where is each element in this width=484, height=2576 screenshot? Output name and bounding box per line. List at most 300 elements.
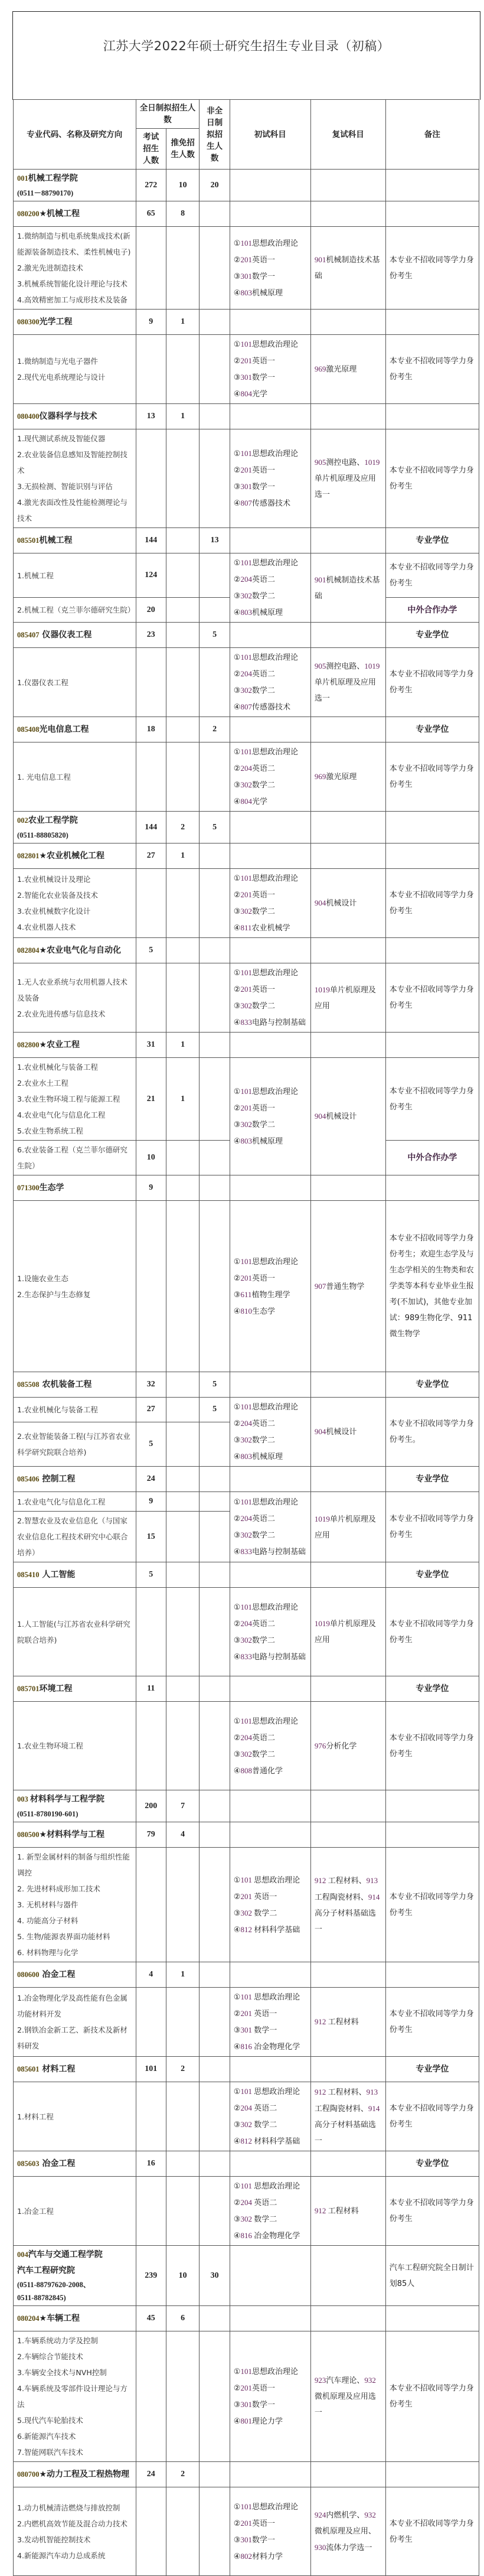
major-code: 080600 (17, 1970, 40, 1979)
subject-code: 803 (240, 1136, 252, 1145)
retest-subjects (310, 869, 385, 938)
retest-subjects (310, 2057, 385, 2082)
remarks: 本专业不招收同等学力身份考生 (385, 1588, 479, 1676)
remarks: 本专业不招收同等学力身份考生 (385, 1492, 479, 1562)
exempt-enroll-count: 10 (166, 2246, 199, 2306)
prelim-subject (234, 1494, 307, 1510)
subject-code: 833 (240, 1018, 252, 1027)
college-name-cell (14, 2246, 136, 2306)
direction-item: 1. 新型金属材料的制备与组织性能调控 (17, 1852, 130, 1877)
prelim-subject (234, 336, 307, 353)
direction-item: 2.农业装备信息感知及智能控制技术 (17, 450, 127, 475)
prelim-subjects (230, 1201, 310, 1372)
major-row (14, 310, 479, 335)
prelim-subject (234, 2116, 307, 2133)
subject-code: 101 (240, 2181, 254, 2190)
prelim-subjects (230, 1058, 310, 1175)
prelim-subjects (230, 1175, 310, 1201)
major-name-cell (14, 201, 136, 227)
direction-row (14, 2082, 479, 2151)
header-retest: 复试科目 (310, 100, 385, 170)
subject-code: 912 (314, 2017, 328, 2026)
subject-index: ③ (233, 907, 241, 916)
direction-item: 2.农业水土工程 (17, 1079, 68, 1087)
direction-row (14, 963, 479, 1033)
header-remarks: 备注 (385, 100, 479, 170)
subject-name: 思想政治理论 (254, 2087, 300, 2096)
subject-name: 数学二 (251, 686, 275, 695)
major-name: 环境工程 (39, 1683, 73, 1694)
subject-name: 英语二 (251, 1515, 275, 1523)
major-name: 冶金工程 (39, 1969, 76, 1979)
subject-index: ④ (233, 390, 241, 399)
major-row (14, 2151, 479, 2177)
header-fulltime: 全日制拟招生人数 (136, 100, 200, 129)
exam-enroll-count: 24 (136, 2462, 166, 2487)
prelim-subjects (230, 1033, 310, 1058)
prelim-subjects (230, 963, 310, 1033)
prelim-subject (234, 1399, 307, 1415)
subject-name: 思想政治理论 (251, 450, 298, 458)
prelim-subject (234, 235, 307, 252)
college-title (17, 2247, 132, 2263)
retest-subjects (310, 1467, 385, 1492)
subject-code: 302 (240, 907, 252, 916)
subject-name: 英语一 (251, 466, 275, 475)
subject-name: 思想政治理论 (254, 1993, 300, 2002)
prelim-subject (234, 870, 307, 887)
prelim-subject (234, 965, 307, 981)
prelim-subjects (230, 404, 310, 429)
prelim-subject (234, 760, 307, 777)
parttime-count (200, 2177, 230, 2246)
major-code: 080204 (17, 2314, 40, 2323)
direction-row (14, 1398, 479, 1422)
direction-row (14, 2331, 479, 2462)
major-name-cell (14, 2462, 136, 2487)
prelim-subject (234, 369, 307, 386)
exempt-enroll-count (166, 623, 199, 648)
subject-code: 905 (314, 662, 326, 670)
subject-code: 101 (240, 2502, 252, 2511)
exempt-enroll-count (166, 963, 199, 1033)
exempt-enroll-count (166, 938, 199, 963)
subject-index: ④ (233, 2552, 241, 2561)
subject-code: 807 (240, 702, 252, 711)
subject-name: 思想政治理论 (251, 653, 298, 662)
direction-row (14, 1702, 479, 1790)
direction-row (14, 1492, 479, 1512)
parttime-count: 5 (200, 623, 230, 648)
parttime-count (200, 2462, 230, 2487)
subject-name: 数学二 (251, 1750, 275, 1759)
parttime-count (200, 2306, 230, 2331)
subject-code: 807 (240, 499, 252, 507)
exempt-enroll-count (166, 2177, 199, 2246)
remarks: 专业学位 (385, 1467, 479, 1492)
retest-subjects (310, 717, 385, 742)
exam-enroll-count: 10 (136, 1141, 166, 1175)
subject-index: ① (233, 748, 241, 757)
subject-index: ④ (233, 1307, 241, 1316)
subject-name: 微机原理及应用、 (314, 2527, 376, 2536)
remarks (385, 170, 479, 201)
remarks (385, 1790, 479, 1822)
direction-item: 6. 材料物理与化学 (17, 1948, 79, 1957)
retest-subjects (310, 1058, 385, 1175)
subject-code: 914 (368, 2104, 380, 2113)
header-exam-enroll: 考试招生人数 (136, 129, 166, 170)
major-name: 农机装备工程 (39, 1379, 92, 1389)
subject-name: 单片机原理及应用 (314, 1620, 376, 1644)
prelim-subjects (230, 717, 310, 742)
major-name: 机械工程 (39, 535, 73, 545)
parttime-count (200, 1467, 230, 1492)
exam-enroll-count: 79 (136, 1822, 166, 1848)
subject-code: 101 (240, 1256, 252, 1266)
prelim-subjects (230, 2151, 310, 2177)
prelim-subjects (230, 1372, 310, 1398)
subject-code: 816 (240, 2231, 254, 2240)
subject-index: ② (233, 255, 241, 265)
direction-item: 5.现代汽车轮胎技术 (17, 2416, 83, 2425)
subject-name: 机械制造技术基础 (314, 575, 380, 601)
direction-item: 4.激光表面改性及性能检测理论与技术 (17, 498, 127, 523)
direction-row (14, 335, 479, 404)
remarks: 本专业不招收同等学力身份考生 (385, 553, 479, 598)
direction-item: 1.冶金物理化学及高性能有色金属功能材料开发 (17, 1994, 127, 2018)
subject-code: 302 (240, 2214, 254, 2223)
subject-name: 理论力学 (251, 2417, 283, 2426)
parttime-count (200, 1058, 230, 1141)
prelim-subject (234, 777, 307, 793)
subject-name: 英语二 (251, 764, 275, 773)
subject-index: ④ (233, 2137, 241, 2146)
subject-code: 808 (240, 1766, 252, 1775)
major-name: 光学工程 (39, 317, 73, 327)
exam-enroll-count: 239 (136, 2246, 166, 2306)
prelim-subject (234, 571, 307, 588)
subject-name: 工程材料 (328, 2018, 359, 2027)
remarks: 本专业不招收同等学力身份考生 (385, 227, 479, 310)
subject-code: 101 (240, 747, 252, 756)
prelim-subject (234, 285, 307, 301)
subject-code: 101 (240, 1602, 252, 1611)
college-code: 003 (17, 1795, 30, 1803)
parttime-count (200, 844, 230, 869)
prelim-subject (234, 2083, 307, 2100)
direction-item: 1.农业机械化与装备工程 (17, 1063, 98, 1072)
subject-index: ③ (233, 2401, 241, 2409)
remarks: 本专业不招收同等学力身份考生；欢迎生态学及与生态学相关的生物类和农学类等本科专业毕业生报考(不加试)，其他专业加试：989生物化学、911微生物学 (385, 1201, 479, 1372)
prelim-subject (234, 2413, 307, 2430)
prelim-subjects (230, 553, 310, 623)
subject-name: 机械设计 (326, 1428, 357, 1437)
exempt-enroll-count (166, 1372, 199, 1398)
prelim-subject (234, 1014, 307, 1031)
prelim-subject (234, 2211, 307, 2227)
direction-item: 1. 光电信息工程 (17, 772, 71, 781)
prelim-subjects (230, 2462, 310, 2487)
subject-index: ② (233, 357, 241, 366)
subject-index: ② (233, 1733, 241, 1743)
exam-enroll-count: 11 (136, 1676, 166, 1702)
major-row (14, 844, 479, 869)
remarks-sino-foreign: 中外合作办学 (385, 1141, 479, 1175)
subject-name: 分析化学 (326, 1741, 357, 1751)
prelim-subjects (230, 227, 310, 310)
research-directions (14, 1988, 136, 2057)
direction-item: 1.仪器仪表工程 (17, 678, 68, 687)
subject-index: ① (233, 1257, 241, 1266)
subject-index: ④ (233, 2232, 241, 2240)
prelim-subject (234, 998, 307, 1014)
college-title (17, 1792, 132, 1808)
prelim-subject (234, 2038, 307, 2055)
prelim-subjects (230, 2306, 310, 2331)
direction-item: 6.农业装备工程（克兰菲尔德研究生院） (17, 1145, 127, 1170)
subject-code: 201 (240, 356, 252, 365)
prelim-subject (234, 1746, 307, 1763)
major-name-cell (14, 404, 136, 429)
subject-name: 思想政治理论 (251, 748, 298, 757)
retest-subjects (310, 170, 385, 201)
subject-index: ① (233, 1993, 241, 2002)
subject-index: ① (233, 1087, 241, 1096)
major-row (14, 1033, 479, 1058)
exempt-enroll-count (166, 528, 199, 553)
remarks (385, 201, 479, 227)
prelim-subjects (230, 938, 310, 963)
prelim-subjects (230, 335, 310, 404)
subject-name: 传感器技术 (251, 499, 290, 508)
retest-subjects (310, 1033, 385, 1058)
exam-enroll-count: 124 (136, 553, 166, 598)
major-name-cell (14, 1372, 136, 1398)
research-directions (14, 2487, 136, 2576)
retest-subjects (310, 553, 385, 623)
subject-index: ③ (233, 1750, 241, 1759)
subject-code: 201 (240, 1891, 254, 1901)
retest-subjects (310, 648, 385, 717)
subject-name: 汽车理论、 (326, 2376, 365, 2385)
subject-code: 101 (240, 340, 252, 349)
parttime-count: 13 (200, 528, 230, 553)
parttime-count (200, 1033, 230, 1058)
exempt-enroll-count: 8 (166, 201, 199, 227)
parttime-count (200, 1422, 230, 1466)
prelim-subject (234, 252, 307, 268)
direction-item: 2.农业先进传感与信息技术 (17, 1009, 106, 1018)
subject-index: ③ (233, 781, 241, 790)
prelim-subjects (230, 1492, 310, 1562)
major-name: 材料工程 (39, 2064, 76, 2074)
major-name-cell (14, 1962, 136, 1988)
subject-code: 101 (240, 1716, 252, 1725)
exam-enroll-count (136, 648, 166, 717)
subject-index: ④ (233, 608, 241, 617)
subject-code: 969 (314, 364, 326, 373)
retest-subjects (310, 1790, 385, 1822)
direction-row (14, 869, 479, 938)
subject-code: 812 (240, 1924, 254, 1934)
major-name: ★机械工程 (39, 209, 80, 219)
exempt-enroll-count (166, 1175, 199, 1201)
major-row (14, 528, 479, 553)
retest-subjects (310, 2177, 385, 2246)
major-row (14, 938, 479, 963)
major-code: 082801 (17, 851, 40, 860)
prelim-subjects (230, 528, 310, 553)
prelim-subject (234, 462, 307, 478)
subject-name: 思想政治理论 (251, 340, 298, 349)
research-directions (14, 1512, 136, 1562)
prelim-subjects (230, 2057, 310, 2082)
subject-code: 101 (240, 449, 252, 458)
prelim-subject (234, 386, 307, 402)
remarks (385, 310, 479, 335)
subject-index: ③ (233, 2026, 241, 2035)
prelim-subject (234, 555, 307, 571)
college-name-cell (14, 170, 136, 201)
direction-item: 1.人工智能(与江苏省农业科学研究院联合培养) (17, 1619, 130, 1644)
subject-code: 204 (240, 1732, 252, 1742)
subject-name: 数学二 (251, 1531, 275, 1540)
exempt-enroll-count: 1 (166, 1033, 199, 1058)
subject-name: 工程材料、 (328, 2088, 367, 2097)
major-code: 085406 (17, 1474, 40, 1483)
page-title: 江苏大学2022年硕士研究生招生专业目录（初稿） (103, 39, 390, 53)
subject-name: 电路与控制基础 (251, 1548, 306, 1556)
parttime-count (200, 1962, 230, 1988)
research-directions (14, 429, 136, 528)
subject-code: 201 (240, 2383, 252, 2392)
subject-code: 101 (240, 1087, 252, 1096)
research-directions (14, 1422, 136, 1466)
retest-subjects (310, 227, 385, 310)
subject-index: ③ (233, 1436, 241, 1445)
subject-name: 英语一 (251, 1274, 275, 1283)
prelim-subject (234, 1448, 307, 1465)
subject-name: 数学二 (254, 2215, 277, 2224)
subject-name: 材料力学 (251, 2552, 283, 2561)
subject-code: 101 (240, 653, 252, 662)
major-code: 080500 (17, 1830, 40, 1839)
parttime-count (200, 2331, 230, 2462)
remarks: 专业学位 (385, 2057, 479, 2082)
subject-index: ④ (233, 1018, 241, 1027)
subject-name: 数学一 (251, 272, 275, 281)
retest-subjects (310, 1848, 385, 1962)
subject-index: ① (233, 239, 241, 248)
parttime-count: 2 (200, 717, 230, 742)
subject-code: 803 (240, 608, 252, 617)
direction-row (14, 1988, 479, 2057)
exam-enroll-count: 21 (136, 1058, 166, 1141)
exam-enroll-count (136, 1702, 166, 1790)
subject-code: 301 (240, 482, 252, 491)
subject-name: 冶金物理化学 (254, 2043, 300, 2051)
parttime-count (200, 553, 230, 598)
subject-index: ④ (233, 703, 241, 712)
exam-enroll-count (136, 1201, 166, 1372)
direction-item: 4.农业电气化与信息化工程 (17, 1110, 106, 1119)
prelim-subjects (230, 170, 310, 201)
subject-index: ③ (233, 2535, 241, 2545)
direction-item: 4.车辆系统及零部件设计理论与方法 (17, 2384, 127, 2409)
parttime-count (200, 1175, 230, 1201)
exam-enroll-count: 144 (136, 528, 166, 553)
exam-enroll-count: 5 (136, 1422, 166, 1466)
exempt-enroll-count: 6 (166, 2306, 199, 2331)
major-name: ★车辆工程 (39, 2313, 80, 2323)
retest-subjects (310, 2487, 385, 2576)
prelim-subject (234, 1432, 307, 1448)
subject-code: 204 (240, 575, 252, 584)
subject-index: ② (233, 575, 241, 584)
subject-code: 201 (240, 1273, 252, 1282)
direction-item: 7.智能网联汽车技术 (17, 2448, 83, 2457)
subject-index: ④ (233, 1453, 241, 1461)
subject-code: 301 (240, 373, 252, 382)
subject-code: 302 (240, 1435, 252, 1444)
college-subname: 汽车工程研究院 (17, 2266, 75, 2275)
prelim-subject (234, 268, 307, 285)
prelim-subjects (230, 310, 310, 335)
retest-subjects (310, 623, 385, 648)
subject-code: 976 (314, 1741, 326, 1750)
prelim-subject (234, 2227, 307, 2244)
subject-code: 1019 (364, 458, 380, 467)
direction-item: 1.冶金工程 (17, 2206, 54, 2216)
parttime-count (200, 2487, 230, 2576)
prelim-subject (234, 1083, 307, 1100)
subject-name: 单片机原理及应用 (314, 1515, 376, 1540)
parttime-count (200, 2082, 230, 2151)
prelim-subject (234, 2133, 307, 2150)
exempt-enroll-count (166, 553, 199, 598)
exam-enroll-count (136, 227, 166, 310)
college-title (17, 171, 132, 187)
exempt-enroll-count (166, 1988, 199, 2057)
subject-code: 302 (240, 1120, 252, 1129)
major-row (14, 1676, 479, 1702)
subject-name: 思想政治理论 (251, 1403, 298, 1412)
subject-index: ② (233, 1515, 241, 1523)
direction-item: 4.农业机器人技术 (17, 923, 76, 932)
major-code: 085501 (17, 536, 40, 545)
major-name: 人工智能 (39, 1569, 76, 1580)
prelim-subjects (230, 2487, 310, 2576)
remarks: 本专业不招收同等学力身份考生 (385, 1988, 479, 2057)
exempt-enroll-count (166, 1588, 199, 1676)
exempt-enroll-count: 2 (166, 812, 199, 844)
major-name-cell (14, 2057, 136, 2082)
prelim-subject (234, 2499, 307, 2515)
direction-row (14, 1848, 479, 1962)
major-code: 085601 (17, 2064, 40, 2073)
prelim-subject (234, 2548, 307, 2565)
subject-code: 611 (240, 1289, 252, 1299)
direction-item: 1.车辆系统动力学及控制 (17, 2336, 98, 2345)
college-phone: (0511－88790170) (17, 189, 74, 197)
subject-code: 912 (314, 1875, 328, 1885)
direction-item: 1.农业生物环境工程 (17, 1741, 83, 1750)
subject-index: ④ (233, 2417, 241, 2426)
subject-code: 204 (240, 2103, 254, 2112)
major-name-cell (14, 2306, 136, 2331)
prelim-subjects (230, 2082, 310, 2151)
